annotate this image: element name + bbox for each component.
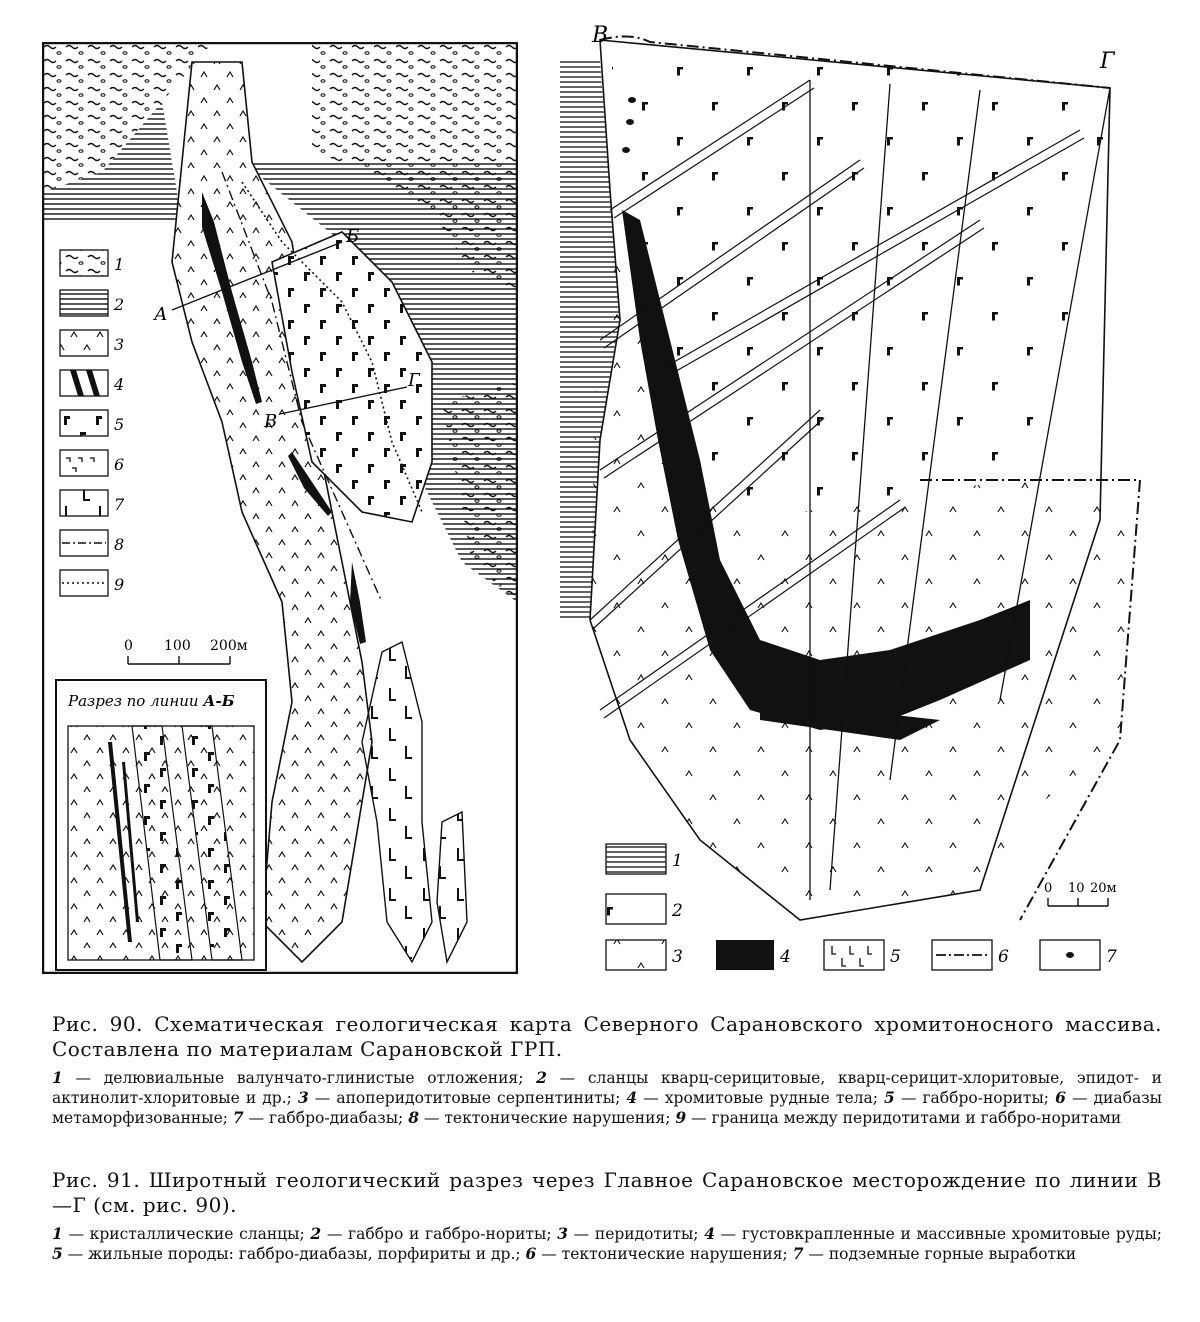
svg-text:5: 5 (890, 947, 901, 967)
legend-entry-text: — перидотиты; (568, 1225, 705, 1243)
legend-entry-number: 3 (297, 1088, 309, 1107)
legend-entry (704, 1225, 1162, 1243)
svg-text:3: 3 (114, 335, 125, 354)
svg-text:200м: 200м (210, 638, 248, 654)
figure-91-caption (52, 1168, 1162, 1264)
figure-90-legend (52, 1068, 1162, 1128)
svg-text:Разрез по линии А-Б (67, 692, 235, 710)
legend-entry (626, 1089, 884, 1107)
svg-text:8: 8 (114, 535, 125, 554)
figure-91-legend (52, 1224, 1162, 1264)
figure-90-title: Рис. 90. Схематическая геологическая карта Северного Сарановского хромитоносного массива. Составлена по материалам Сарановской ГРП. (52, 1012, 1162, 1061)
legend-entry (526, 1245, 793, 1263)
legend-entry-text: — габбро-нориты; (894, 1089, 1056, 1107)
svg-text:100: 100 (164, 638, 191, 654)
legend-entry-number: 2 (536, 1068, 547, 1087)
figure-90-caption (52, 1012, 1162, 1128)
point-label-g: Г (408, 370, 420, 391)
svg-text:4: 4 (780, 947, 791, 967)
legend-entry-number: 4 (626, 1088, 638, 1107)
svg-text:4: 4 (114, 375, 125, 394)
legend-entry-number: 2 (310, 1224, 322, 1243)
legend-entry-text: — густовкрапленные и массивные хромитовые руды; (715, 1225, 1163, 1243)
svg-text:20м: 20м (1090, 881, 1117, 896)
legend-entry-number: 5 (52, 1244, 63, 1263)
svg-text:2: 2 (114, 295, 125, 314)
svg-text:9: 9 (114, 575, 125, 594)
fig90-geological-map (42, 42, 518, 974)
svg-text:6: 6 (114, 455, 125, 474)
inset-title-line: А-Б (203, 692, 235, 710)
legend-entry-text: — граница между перидотитами и габбро-норитами (686, 1109, 1122, 1127)
legend-entry-text: — габбро и габбро-нориты; (321, 1225, 558, 1243)
legend-entry-text: — хромитовые рудные тела; (637, 1089, 885, 1107)
legend-entry (233, 1109, 408, 1127)
legend-entry-text: — тектонические нарушения; (536, 1245, 793, 1263)
point-label-g: Г (1100, 49, 1115, 74)
map-legend (60, 250, 125, 596)
legend-entry-number: 3 (557, 1224, 569, 1243)
fig91-cross-section (560, 20, 1160, 980)
legend-entry (675, 1109, 1121, 1127)
legend-entry (52, 1245, 526, 1263)
legend-entry (793, 1245, 1076, 1263)
legend-entry-number: 4 (704, 1224, 715, 1243)
point-label-v: В (264, 411, 278, 432)
svg-text:1: 1 (672, 851, 683, 871)
legend-entry-text: — кристаллические сланцы; (62, 1225, 311, 1243)
svg-text:0: 0 (1044, 881, 1053, 896)
svg-text:10: 10 (1068, 881, 1085, 896)
legend-entry-text: — жильные породы: габбро-диабазы, порфириты и др.; (62, 1245, 526, 1263)
svg-text:0: 0 (124, 638, 133, 654)
legend-entry (884, 1089, 1055, 1107)
legend-entry-number: 9 (675, 1108, 687, 1127)
svg-text:6: 6 (998, 947, 1009, 967)
legend-entry-number: 1 (52, 1068, 63, 1087)
legend-entry-number: 7 (232, 1108, 244, 1127)
svg-text:7: 7 (1106, 947, 1117, 967)
legend-entry (310, 1225, 557, 1243)
legend-entry (557, 1225, 704, 1243)
legend-entry (52, 1225, 310, 1243)
legend-entry-number: 8 (408, 1108, 419, 1127)
svg-text:3: 3 (672, 947, 683, 967)
legend-entry-number: 6 (525, 1244, 537, 1263)
legend-entry-text: — апоперидотитовые серпентиниты; (308, 1089, 627, 1107)
section-scale-bar (1044, 881, 1117, 906)
inset-section-a-b (56, 680, 266, 970)
legend-entry-text: — тектонические нарушения; (419, 1109, 676, 1127)
legend-entry-text: — делювиальные валунчато-глинистые отложения; (62, 1069, 537, 1087)
legend-entry (298, 1089, 626, 1107)
legend-entry-number: 6 (1055, 1088, 1066, 1107)
svg-text:1: 1 (114, 255, 125, 274)
svg-text:2: 2 (672, 901, 683, 921)
legend-entry-text: — диабазы метаморфизованные; (52, 1089, 1162, 1127)
legend-entry-text: — подземные горные выработки (803, 1245, 1077, 1263)
legend-entry-number: 7 (792, 1244, 804, 1263)
inset-title-prefix: Разрез по линии (68, 692, 204, 710)
legend-entry-text: — сланцы кварц-серицитовые, кварц-серицит-хлоритовые, эпидот- и актинолит-хлоритовые и др.; (52, 1069, 1162, 1107)
point-label-v: В (592, 23, 609, 48)
figure-91-title: Рис. 91. Широтный геологический разрез через Главное Сарановское месторождение по линии В—Г (см. рис. 90). (52, 1168, 1162, 1217)
svg-text:7: 7 (114, 495, 125, 514)
legend-entry-number: 1 (52, 1224, 63, 1243)
svg-text:5: 5 (114, 415, 125, 434)
point-label-a: А (154, 304, 168, 325)
legend-entry-text: — габбро-диабазы; (243, 1109, 409, 1127)
legend-entry-number: 5 (884, 1088, 895, 1107)
legend-entry (408, 1109, 675, 1127)
point-label-b: Б (346, 226, 360, 247)
legend-entry (52, 1069, 536, 1087)
